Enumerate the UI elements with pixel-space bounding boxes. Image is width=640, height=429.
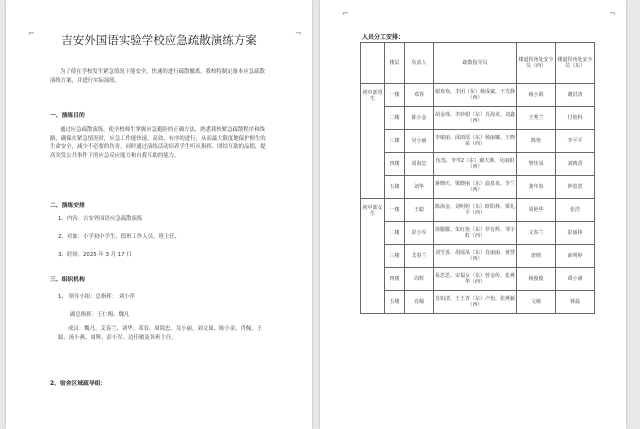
floor-cell: 五楼 xyxy=(385,176,405,199)
leader-cell: 王聪 xyxy=(405,199,434,222)
guides-cell: 徐朦朦、朱红艳（东）罗有辉、邹宇虹（西） xyxy=(434,222,517,245)
table-header: 负责人 xyxy=(405,43,434,84)
west-safety-cell: 杨俊俊 xyxy=(517,268,556,291)
east-safety-cell: 付艳科 xyxy=(556,107,595,130)
table-row xyxy=(361,176,595,199)
table-row xyxy=(361,153,595,176)
list-item: 1、内容：吉安外国语应急疏散演练 xyxy=(58,216,143,222)
guides-cell: 胡金珠、李妙娟（东）肖海龙、刘鑫（西） xyxy=(434,107,517,130)
west-safety-cell: 王秀兰 xyxy=(517,107,556,130)
corner-mark-icon: ⌐ xyxy=(342,9,349,18)
guides-cell: 蒋晓庆、梁晓丽（东）温泉泉、李兰（西） xyxy=(434,176,517,199)
guides-cell: 陈海金、刘明婷（东）欧阳林、梁礼平（西） xyxy=(434,199,517,222)
leader-cell: 周海忠 xyxy=(405,153,434,176)
floor-cell: 二楼 xyxy=(385,222,405,245)
table-header: 楼道拐角处安全员（西） xyxy=(517,43,556,84)
east-safety-cell: 俞明婷 xyxy=(556,245,595,268)
leader-line: 1、 领导小组：总指挥： 刘小萍 xyxy=(58,294,135,300)
table-row xyxy=(361,291,595,314)
east-safety-cell: 谭小满 xyxy=(556,268,595,291)
floor-cell: 四楼 xyxy=(385,153,405,176)
table-row xyxy=(361,222,595,245)
table-header: 楼层 xyxy=(385,43,405,84)
west-safety-cell: 龚年春 xyxy=(517,176,556,199)
leader-cell: 肖佩 xyxy=(405,291,434,314)
east-safety-cell: 钟磊 xyxy=(556,291,595,314)
west-safety-cell: 唐晴 xyxy=(517,245,556,268)
guides-cell: 易思思、宋福女（东）曾金传、张燕华（西） xyxy=(434,268,517,291)
document-page-left xyxy=(6,0,312,429)
floor-cell: 三楼 xyxy=(385,130,405,153)
floor-cell: 五楼 xyxy=(385,291,405,314)
section-heading: 2、宿舍区域疏导组： xyxy=(50,381,107,387)
list-item: 3、时间：2025 年 3 月 17 日 xyxy=(58,252,132,258)
corner-mark-icon: ¬ xyxy=(295,29,302,38)
guides-cell: 李敏丽、邱雨瑶（东）杨丽娜、王晓荣（西） xyxy=(434,130,517,153)
west-safety-cell: 文敏 xyxy=(517,291,556,314)
section-label: 人员分工安排： xyxy=(362,34,405,41)
section-heading: 一、演练目的 xyxy=(50,113,85,119)
floor-cell: 二楼 xyxy=(385,107,405,130)
section-body: 通过应急疏散演练，使全校师生掌握应急避险的正确方法，熟悉我校紧急疏散程序和线路，确保在紧急情况时，应急工作能快速、高效、有序的进行，从而最大限度地保护师生的生命安全，减少不必要的伤害，同时通过演练活动培养学生听从指挥、团结互助的品德，提高突发公共事件下的应急反应能力和自我互助的能力。 xyxy=(50,127,266,159)
floor-cell: 一楼 xyxy=(385,84,405,107)
east-safety-cell: 谢洪清 xyxy=(556,84,595,107)
floor-cell: 三楼 xyxy=(385,245,405,268)
leader-cell: 彭小军 xyxy=(405,222,434,245)
west-safety-cell: 文春兰 xyxy=(517,222,556,245)
floor-cell: 一楼 xyxy=(385,199,405,222)
guides-cell: 肖如清、王王青（东）卢怡、张燕颖（西） xyxy=(434,291,517,314)
group-cell: 初中部女 生 xyxy=(361,199,385,314)
east-safety-cell: 张浩 xyxy=(556,199,595,222)
deputy-line: 副总指挥：王仁梅、魏凡 xyxy=(70,312,130,318)
east-safety-cell: 李平平 xyxy=(556,130,595,153)
corner-mark-icon: ⌐ xyxy=(28,29,35,38)
table-header: 疏散指导员 xyxy=(434,43,517,84)
table-header-row xyxy=(361,43,595,84)
floor-cell: 四楼 xyxy=(385,268,405,291)
west-safety-cell: 周艳华 xyxy=(517,199,556,222)
guides-cell: 伍莲、李琴2（东）谢天翼、吴丽娟（西） xyxy=(434,153,517,176)
table-header-corner xyxy=(361,43,385,84)
table-row xyxy=(361,107,595,130)
leader-cell: 邓春 xyxy=(405,84,434,107)
section-heading: 三、组织机构 xyxy=(50,277,85,283)
table-row xyxy=(361,245,595,268)
west-safety-cell: 陈艳 xyxy=(517,130,556,153)
leader-cell: 陈小金 xyxy=(405,107,434,130)
corner-mark-icon: ¬ xyxy=(609,9,616,18)
guides-cell: 谢欢欢、李团（东）杨成斌、王雪静（西） xyxy=(434,84,517,107)
west-safety-cell: 黎佳凤 xyxy=(517,153,556,176)
group-cell: 初中部男 生 xyxy=(361,84,385,199)
east-safety-cell: 刘鸥香 xyxy=(556,153,595,176)
table-row xyxy=(361,268,595,291)
east-safety-cell: 彭丽林 xyxy=(556,222,595,245)
section-heading: 二、演练安排 xyxy=(50,203,85,209)
members-paragraph: 成员：魏凡、艾春兰、刘华、邓春、周海忠、吴小丽、刘文琛、陈小金、肖佩、王聪、汤小燕、周辉、彭小军、边佳敏及各班主任。 xyxy=(58,326,263,341)
table-row xyxy=(361,130,595,153)
guides-cell: 刘雪香、胡瑶凤（东）肖丽丽、黄慧（西） xyxy=(434,245,517,268)
staff-table xyxy=(360,42,595,314)
west-safety-cell: 杨小娟 xyxy=(517,84,556,107)
leader-cell: 刘华 xyxy=(405,176,434,199)
list-item: 2、对象：小学初中学生、值班工作人员、班主任、 xyxy=(58,234,181,240)
table-row xyxy=(361,199,595,222)
table-header: 楼道拐角处安全员（东） xyxy=(556,43,595,84)
leader-cell: 吴小丽 xyxy=(405,130,434,153)
leader-cell: 周辉 xyxy=(405,268,434,291)
east-safety-cell: 钟恩恩 xyxy=(556,176,595,199)
document-page-right xyxy=(320,0,626,429)
leader-cell: 艾春兰 xyxy=(405,245,434,268)
intro-paragraph: 为了使在学校发生紧急情况下能安全，快速的进行疏散撤离，我校特制定备本应急疏散演练方案，并进行实际演练。 xyxy=(50,69,265,84)
table-row xyxy=(361,84,595,107)
document-title: 吉安外国语实验学校应急疏散演练方案 xyxy=(61,33,257,47)
